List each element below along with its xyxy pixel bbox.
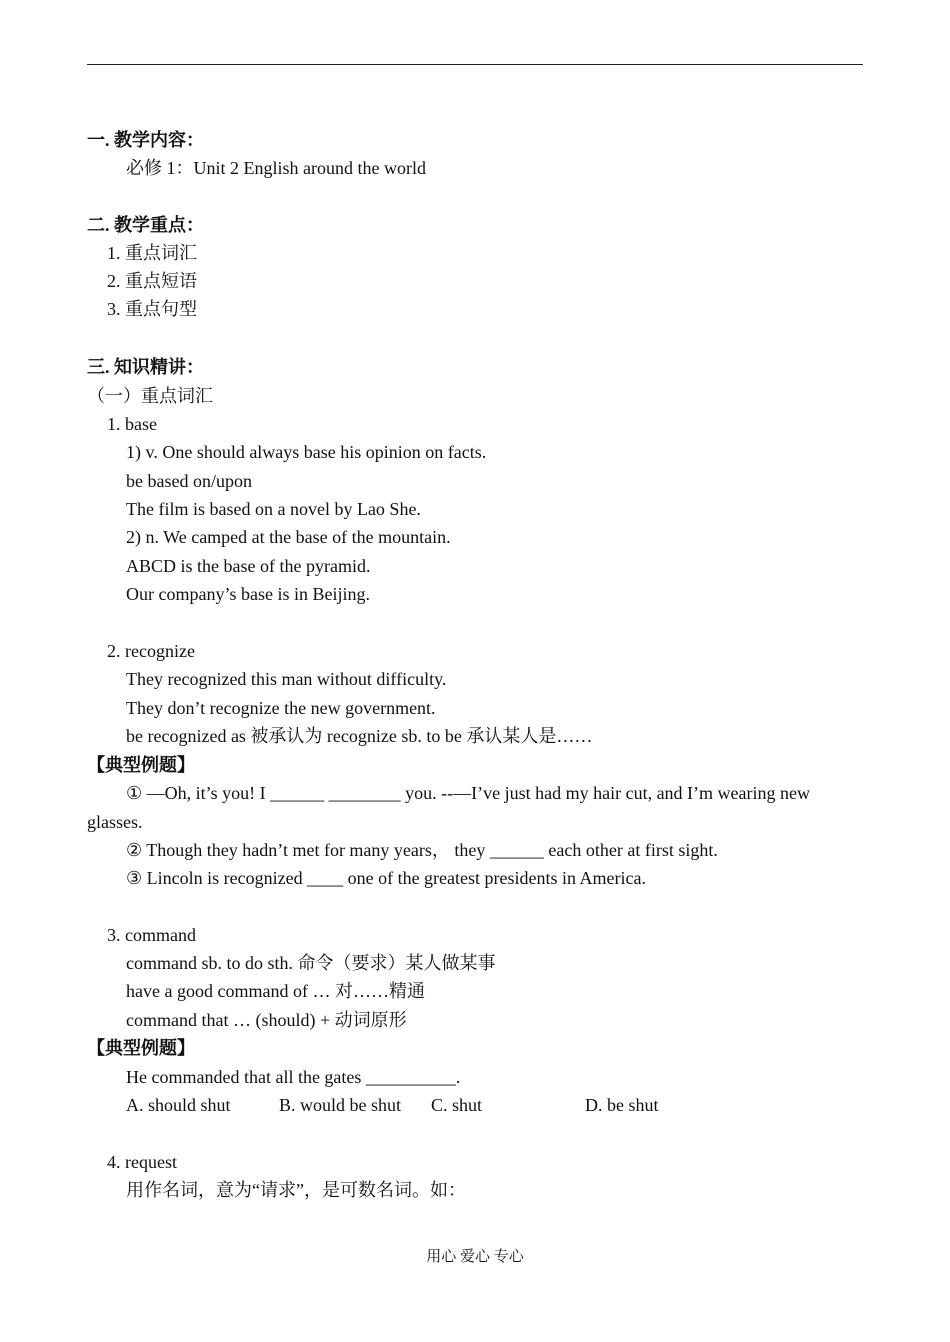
vocab-title-base: 1. base (107, 414, 157, 434)
focus-item: 1. 重点词汇 (107, 243, 197, 263)
vocab-title-command: 3. command (107, 925, 196, 945)
option-c: C. shut (431, 1095, 483, 1115)
section-heading-focus: 二. 教学重点： (87, 215, 204, 235)
vocab-line: They recognized this man without difficulty. (126, 669, 447, 689)
section-heading-content: 一. 教学内容： (87, 130, 204, 150)
example-question: ① —Oh, it’s you! I ______ ________ you. --—I’ve just had my hair cut, and I’m wearing new (126, 783, 811, 803)
option-b: B. would be shut (279, 1095, 402, 1115)
example-question: He commanded that all the gates __________. (126, 1067, 461, 1087)
option-d: D. be shut (585, 1095, 659, 1115)
example-question-continued: glasses. (87, 812, 143, 832)
vocab-line: be based on/upon (126, 471, 252, 491)
vocab-title-recognize: 2. recognize (107, 641, 195, 661)
subsection-heading: （一）重点词汇 (87, 386, 213, 406)
vocab-line: 2) n. We camped at the base of the mountain. (126, 527, 451, 547)
section-heading-knowledge: 三. 知识精讲： (87, 357, 204, 377)
example-question: ③ Lincoln is recognized ____ one of the greatest presidents in America. (126, 868, 646, 888)
vocab-line: 1) v. One should always base his opinion on facts. (126, 442, 487, 462)
focus-item: 3. 重点句型 (107, 299, 197, 319)
vocab-line: be recognized as 被承认为 recognize sb. to be 承认某人是…… (126, 726, 593, 746)
vocab-line: have a good command of … 对……精通 (126, 981, 425, 1001)
vocab-line: Our company’s base is in Beijing. (126, 584, 370, 604)
vocab-title-request: 4. request (107, 1152, 177, 1172)
vocab-line: command sb. to do sth. 命令（要求）某人做某事 (126, 953, 496, 973)
vocab-line: 用作名词，意为“请求”，是可数名词。如： (126, 1180, 466, 1200)
vocab-line: ABCD is the base of the pyramid. (126, 556, 371, 576)
option-a: A. should shut (126, 1095, 231, 1115)
example-heading: 【典型例题】 (87, 755, 195, 775)
vocab-line: command that … (should) + 动词原形 (126, 1010, 407, 1030)
example-question: ② Though they hadn’t met for many years， they ______ each other at first sight. (126, 840, 718, 860)
header-rule (87, 64, 863, 65)
page-footer: 用心 爱心 专心 (426, 1249, 524, 1265)
section-content-text: 必修 1：Unit 2 English around the world (126, 158, 426, 178)
vocab-line: They don’t recognize the new government. (126, 698, 436, 718)
example-heading: 【典型例题】 (87, 1038, 195, 1058)
focus-item: 2. 重点短语 (107, 271, 197, 291)
vocab-line: The film is based on a novel by Lao She. (126, 499, 421, 519)
